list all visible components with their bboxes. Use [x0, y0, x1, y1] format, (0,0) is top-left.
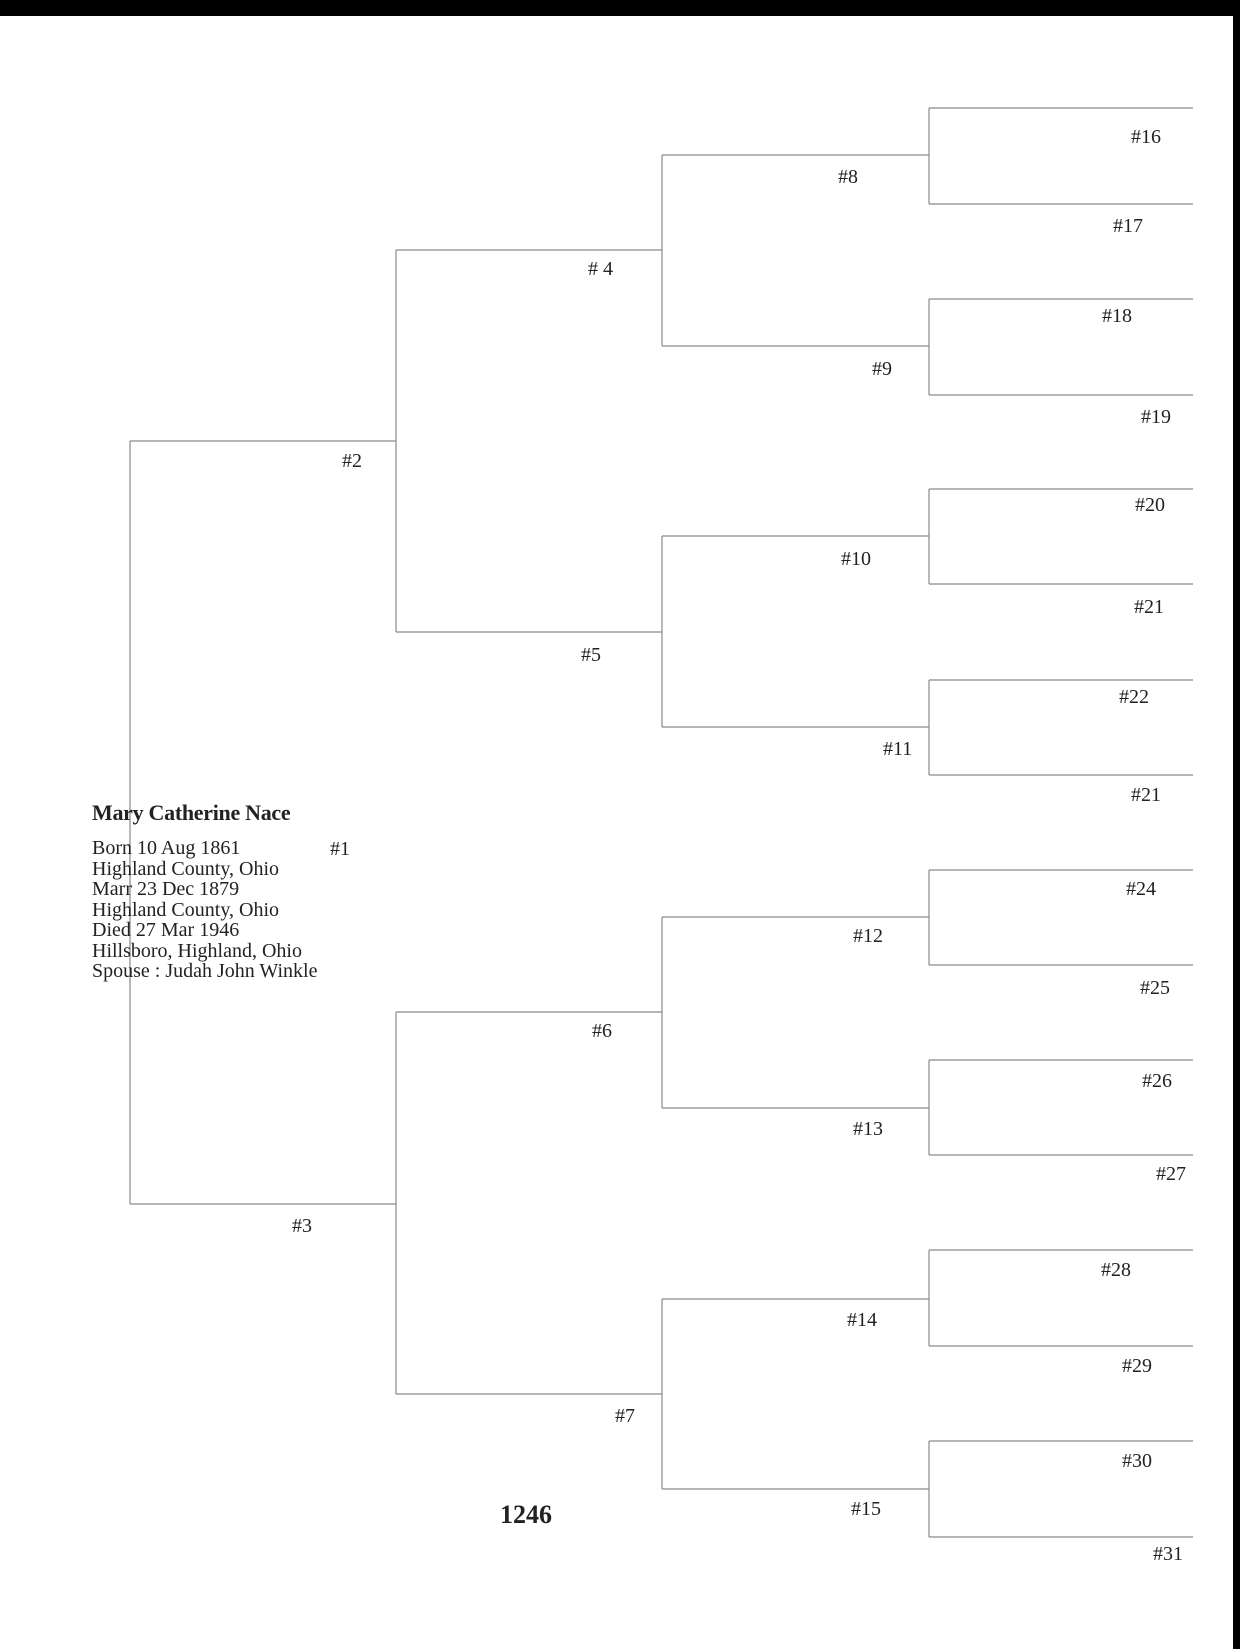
ancestor-label-2: #2: [342, 450, 362, 472]
subject-married: Marr 23 Dec 1879: [92, 878, 240, 900]
ancestor-label-22: #22: [1119, 686, 1149, 708]
ancestor-label-16: #16: [1131, 126, 1161, 148]
subject-died-place: Hillsboro, Highland, Ohio: [92, 939, 302, 962]
ancestor-label-20: #20: [1135, 494, 1165, 516]
ancestor-label-10: #10: [841, 548, 871, 570]
ancestor-label-31: #31: [1153, 1543, 1183, 1565]
ancestor-label-15: #15: [851, 1498, 881, 1520]
ancestor-label-29: #29: [1122, 1355, 1152, 1377]
ancestor-label-11: #11: [883, 738, 913, 760]
subject-married-place: Highland County, Ohio: [92, 898, 280, 921]
ancestor-label-8: #8: [838, 166, 858, 188]
ancestor-label-5: #5: [581, 644, 601, 666]
subject-name: Mary Catherine Nace: [92, 800, 291, 825]
ancestor-label-24: #24: [1126, 878, 1156, 900]
ancestor-label-7: #7: [615, 1405, 635, 1427]
ancestor-label-18: #18: [1102, 305, 1132, 327]
ancestor-label-26: #26: [1142, 1070, 1172, 1092]
subject-details: [92, 838, 318, 982]
ancestor-label-9: #9: [872, 358, 892, 380]
subject-died: Died 27 Mar 1946: [92, 919, 240, 941]
ancestor-label-12: #12: [853, 925, 883, 947]
page-number: 1246: [500, 1500, 552, 1529]
subject-spouse: Spouse : Judah John Winkle: [92, 960, 318, 982]
subject-number: #1: [330, 838, 350, 860]
ancestor-label-27: #27: [1156, 1163, 1186, 1185]
subject-born: Born 10 Aug 1861: [92, 837, 241, 859]
ancestor-label-25: #25: [1140, 977, 1170, 999]
subject-born-place: Highland County, Ohio: [92, 857, 280, 880]
ancestor-label-28: #28: [1101, 1259, 1131, 1281]
ancestor-label-14: #14: [847, 1309, 877, 1331]
ancestor-label-13: #13: [853, 1118, 883, 1140]
ancestor-label-3: #3: [292, 1215, 312, 1237]
ancestor-label-30: #30: [1122, 1450, 1152, 1472]
ancestor-label-17: #17: [1113, 215, 1143, 237]
ancestor-label-6: #6: [592, 1020, 612, 1042]
ancestor-label-21a: #21: [1134, 596, 1164, 618]
ancestor-label-19: #19: [1141, 406, 1171, 428]
ancestor-label-4: # 4: [588, 258, 613, 280]
ancestor-label-21b: #21: [1131, 784, 1161, 806]
